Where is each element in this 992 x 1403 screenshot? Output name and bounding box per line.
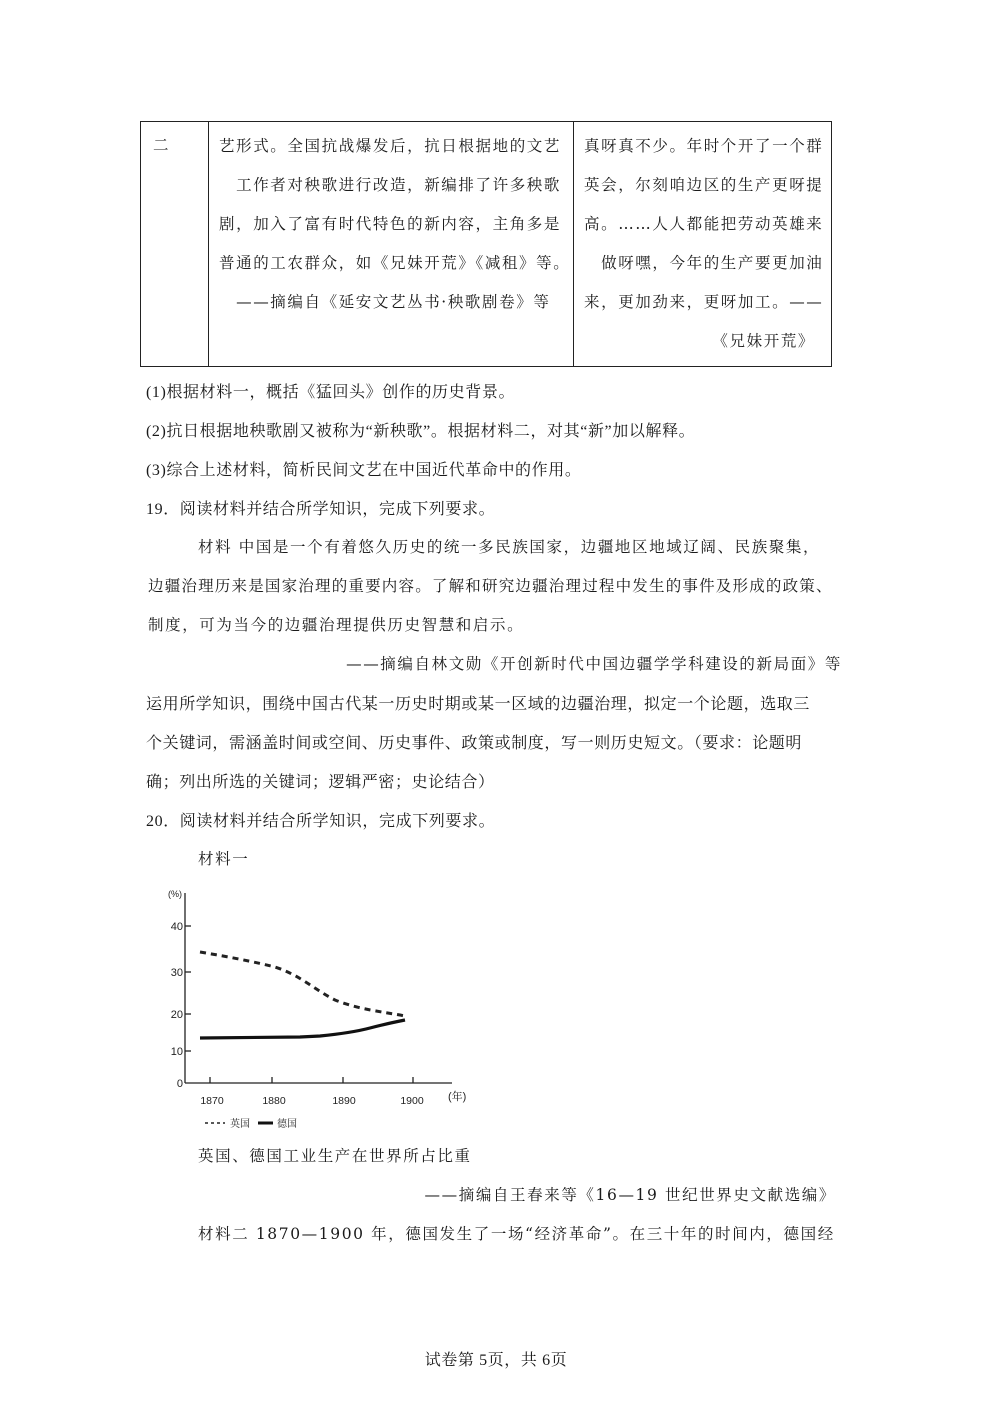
q18-subquestion-2: (2)抗日根据地秧歌剧又被称为“新秧歌”。根据材料二，对其“新”加以解释。 — [146, 423, 696, 440]
q19-source: ——摘编自林文勋《开创新时代中国边疆学学科建设的新局面》等 — [346, 655, 842, 673]
text-line: 来，更加劲来，更呀加工。—— — [584, 293, 824, 311]
table-row-label-cell — [141, 122, 209, 367]
chart-source: ——摘编自王春来等《16—19 世纪世界史文献选编》 — [424, 1186, 836, 1204]
industrial-share-chart — [160, 880, 490, 1135]
chart-axes — [185, 893, 452, 1083]
q19-task-line: 确；列出所选的关键词；逻辑严密；史论结合） — [146, 774, 495, 791]
text-line: 工作者对秧歌进行改造，新编排了许多秧歌 — [219, 176, 562, 194]
text-line: 普通的工农群众，如《兄妹开荒》《减租》等。 — [219, 254, 571, 272]
x-tick-label: 1870 — [200, 1095, 224, 1107]
text-line: 英会，尔刻咱边区的生产更呀提 — [584, 176, 824, 194]
germany-series-line — [200, 1020, 405, 1038]
q18-subquestion-3: (3)综合上述材料，简析民间文艺在中国近代革命中的作用。 — [146, 462, 582, 479]
text-line: 艺形式。全国抗战爆发后，抗日根据地的文艺 — [219, 137, 562, 155]
text-line: 做呀嘿，今年的生产要更加油 — [584, 254, 824, 272]
q18-subquestion-1: (1)根据材料一，概括《猛回头》创作的历史背景。 — [146, 384, 516, 401]
lyric-cell — [574, 122, 832, 367]
x-axis-unit: (年) — [448, 1091, 467, 1103]
row-label: 二 — [153, 136, 171, 154]
q20-stem: 20．阅读材料并结合所学知识，完成下列要求。 — [146, 813, 496, 830]
x-tick-label: 1890 — [332, 1095, 356, 1107]
material-text-cell — [209, 122, 574, 367]
q19-task-line: 运用所学知识，围绕中国古代某一历史时期或某一区域的边疆治理，拟定一个论题，选取三 — [146, 696, 811, 713]
y-tick-label: 0 — [176, 1078, 183, 1090]
y-tick-label: 10 — [170, 1046, 183, 1058]
q19-stem: 19．阅读材料并结合所学知识，完成下列要求。 — [146, 501, 496, 518]
legend-uk-label: 英国 — [230, 1119, 250, 1130]
material-table — [140, 121, 832, 367]
uk-series-line — [200, 952, 405, 1016]
material-one-label: 材料一 — [198, 850, 250, 868]
y-axis-unit: (%) — [168, 889, 182, 899]
material-two-line: 材料二 1870—1900 年，德国发生了一场“经济革命”。在三十年的时间内，德国经 — [198, 1225, 835, 1243]
text-line: 真呀真不少。年时个开了一个群 — [584, 137, 824, 155]
q19-material-line: 边疆治理历来是国家治理的重要内容。了解和研究边疆治理过程中发生的事件及形成的政策、 — [148, 577, 833, 595]
legend-germany-label: 德国 — [277, 1119, 297, 1130]
source-line: ——摘编自《延安文艺丛书·秧歌剧卷》等 — [219, 293, 551, 311]
y-tick-label: 20 — [170, 1009, 183, 1021]
chart-caption: 英国、德国工业生产在世界所占比重 — [198, 1147, 472, 1165]
text-line: 剧，加入了富有时代特色的新内容，主角多是 — [219, 215, 562, 233]
y-tick-label: 30 — [170, 967, 183, 979]
page-footer: 试卷第 5页，共 6页 — [424, 1352, 568, 1369]
q19-task-line: 个关键词，需涵盖时间或空间、历史事件、政策或制度，写一则历史短文。（要求：论题明 — [146, 735, 803, 752]
y-tick-label: 40 — [170, 921, 183, 933]
material-two-text — [209, 122, 573, 322]
q19-material-line: 制度，可为当今的边疆治理提供历史智慧和启示。 — [148, 616, 525, 634]
x-tick-label: 1900 — [400, 1095, 424, 1107]
chart-legend — [205, 1117, 297, 1130]
lyric-text — [574, 122, 831, 361]
text-line: 高。……人人都能把劳动英雄来 — [584, 215, 824, 233]
lyric-source: 《兄妹开荒》 — [712, 332, 815, 350]
x-tick-label: 1880 — [262, 1095, 286, 1107]
q19-material-line: 材料 中国是一个有着悠久历史的统一多民族国家，边疆地区地域辽阔、民族聚集， — [198, 538, 821, 556]
